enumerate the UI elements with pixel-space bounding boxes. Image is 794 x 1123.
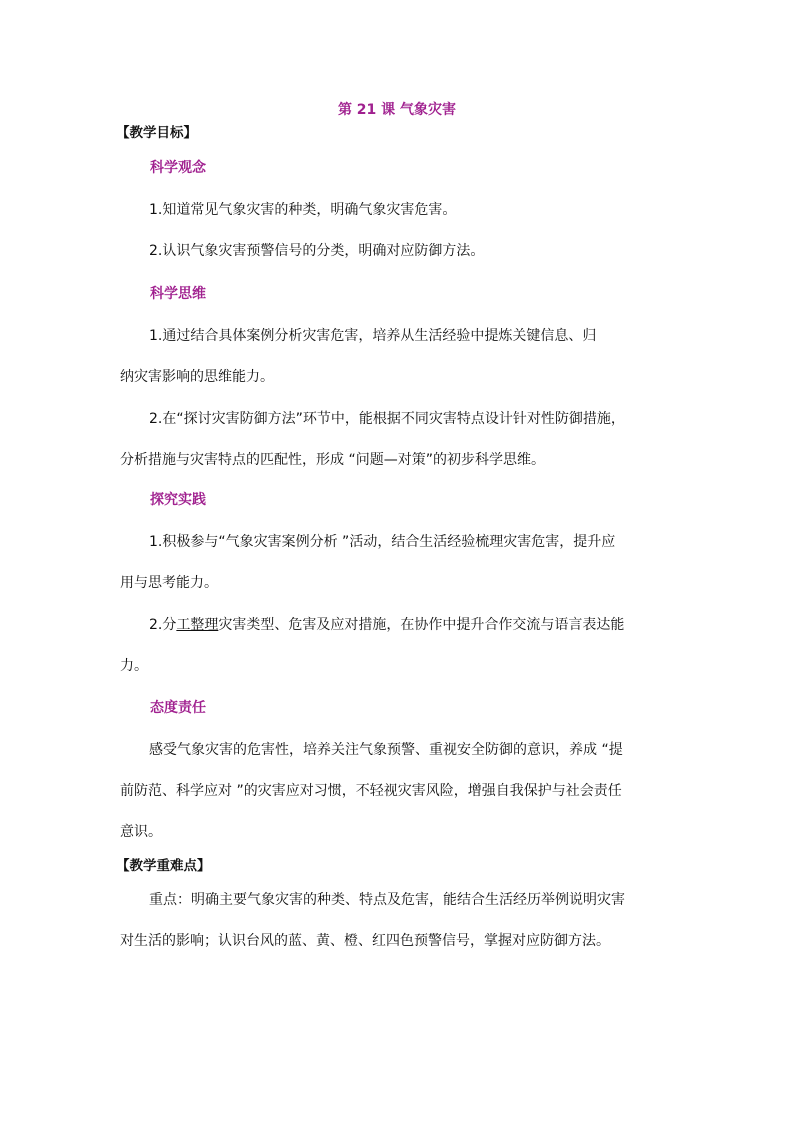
- text-line: 重点：明确主要气象灾害的种类、特点及危害，能结合生活经历举例说明灾害: [149, 892, 625, 908]
- key-points-paragraph: [120, 880, 680, 962]
- inquiry-practice-heading: 探究实践: [150, 492, 206, 508]
- science-thinking-paragraph-1: [120, 316, 680, 398]
- inquiry-practice-paragraph-1: [120, 522, 680, 604]
- attitude-paragraph: [120, 730, 680, 853]
- text-line: 纳灾害影响的思维能力。: [120, 369, 274, 385]
- objectives-heading: 【教学目标】: [116, 125, 197, 141]
- science-concept-paragraph-1: [120, 190, 680, 231]
- text-line: 1.积极参与“气象灾害案例分析 ”活动，结合生活经验梳理灾害危害，提升应: [149, 534, 616, 550]
- text-line: 对生活的影响；认识台风的蓝、黄、橙、红四色预警信号，掌握对应防御方法。: [120, 933, 610, 949]
- inquiry-practice-paragraph-2: [120, 605, 680, 687]
- text-line: 分析措施与灾害特点的匹配性，形成 “问题—对策”的初步科学思维。: [120, 452, 545, 468]
- key-points-heading: 【教学重难点】: [116, 858, 211, 874]
- science-thinking-heading: 科学思维: [150, 286, 206, 302]
- text-segment: 灾害类型、危害及应对措施，在协作中提升合作交流与语言表达能: [218, 617, 625, 633]
- text-segment: 2.分: [149, 617, 177, 633]
- text-line: 意识。: [120, 824, 162, 840]
- science-thinking-paragraph-2: [120, 399, 680, 481]
- lesson-title: 第 21 课 气象灾害: [337, 102, 457, 118]
- science-concept-paragraph-2: [120, 231, 680, 272]
- text-line: 2.在“探讨灾害防御方法”环节中，能根据不同灾害特点设计针对性防御措施，: [149, 411, 625, 427]
- text-line: 力。: [120, 658, 148, 674]
- science-concept-heading: 科学观念: [150, 160, 206, 176]
- attitude-heading: 态度责任: [150, 700, 206, 716]
- text-line: 感受气象灾害的危害性，培养关注气象预警、重视安全防御的意识，养成 “提: [149, 742, 623, 758]
- text-line: [120, 605, 680, 646]
- text-line: 1.通过结合具体案例分析灾害危害，培养从生活经验中提炼关键信息、归: [149, 328, 597, 344]
- text-line: 2.认识气象灾害预警信号的分类，明确对应防御方法。: [149, 243, 485, 259]
- text-line: 1.知道常见气象灾害的种类，明确气象灾害危害。: [149, 202, 457, 218]
- text-line: 用与思考能力。: [120, 575, 218, 591]
- underlined-text: 工整理: [176, 617, 219, 633]
- text-line: 前防范、科学应对 ”的灾害应对习惯，不轻视灾害风险，增强自我保护与社会责任: [120, 783, 622, 799]
